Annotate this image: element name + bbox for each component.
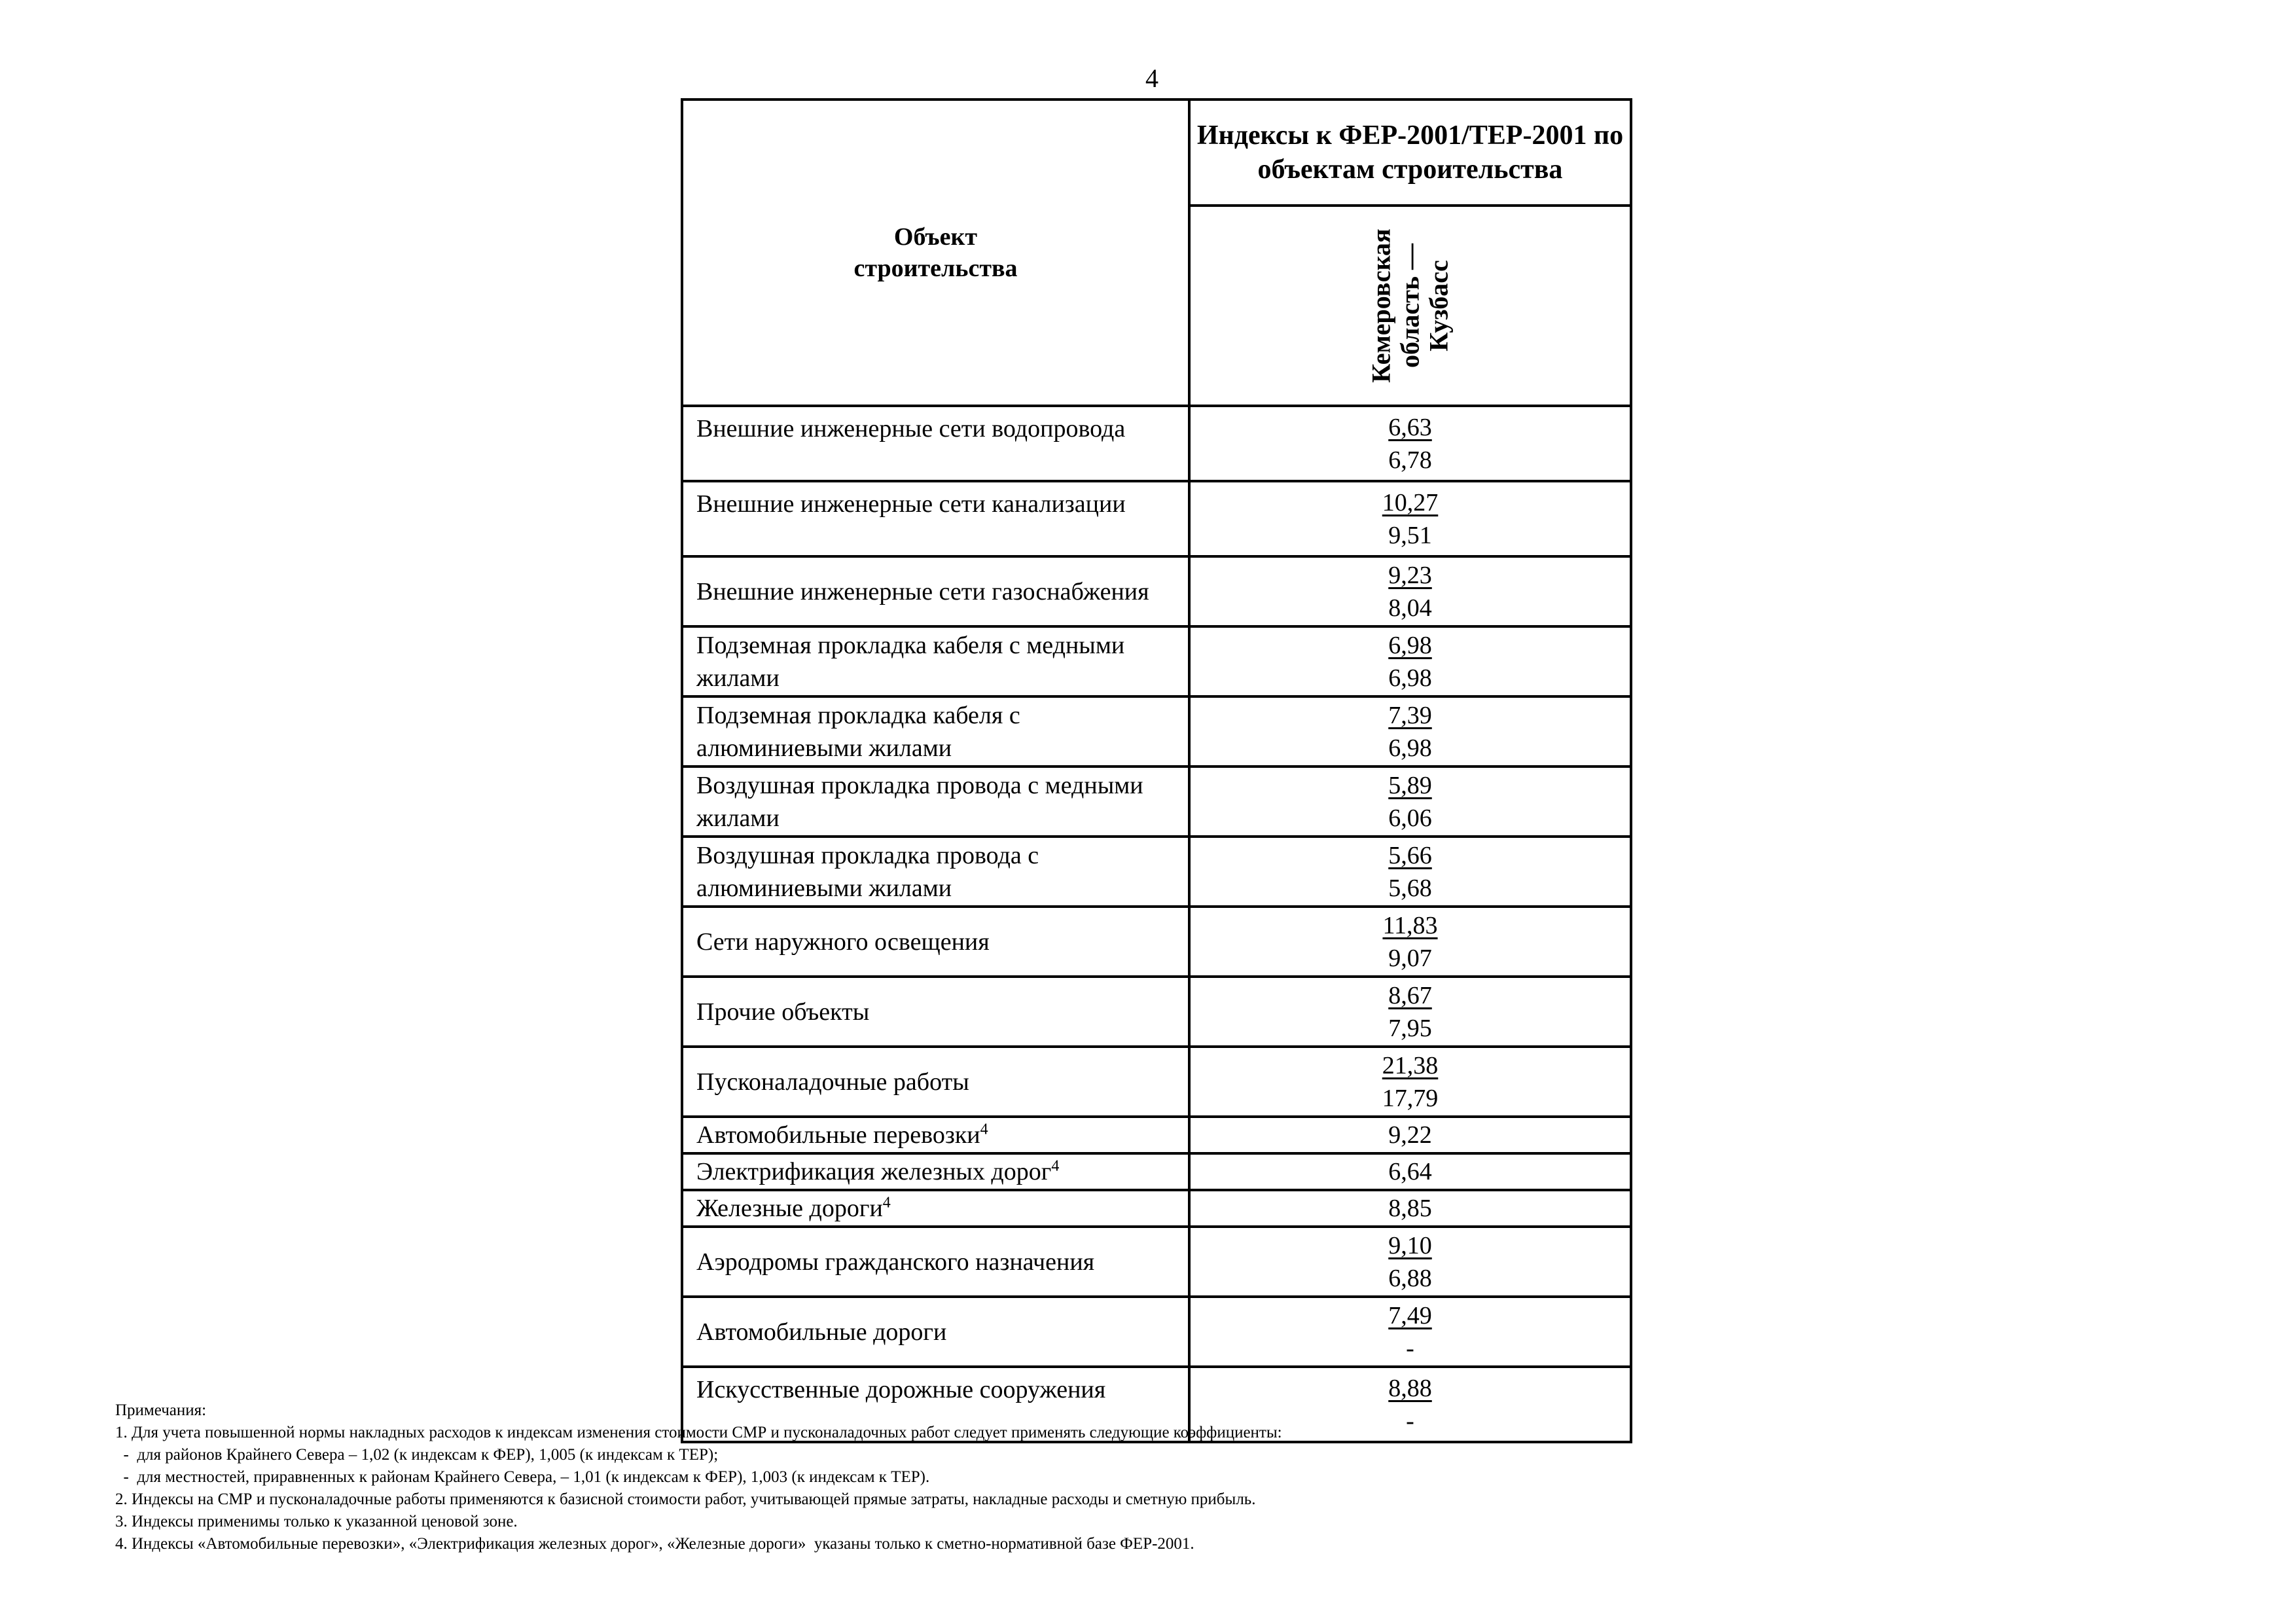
row-name: Автомобильные дороги [682,1297,1189,1367]
row-values [1189,767,1631,837]
value-denominator: 6,06 [1388,804,1432,832]
footnote-marker: 4 [1051,1157,1060,1175]
value-denominator: 5,68 [1388,874,1432,902]
value-denominator: 9,07 [1388,944,1432,972]
table-row [682,1190,1631,1227]
row-name: Прочие объекты [682,977,1189,1047]
row-name: Пусконаладочные работы [682,1047,1189,1117]
row-name [682,1153,1189,1190]
header-region [1189,206,1631,406]
row-name-text: Электрификация железных дорог [696,1158,1052,1185]
table-row [682,977,1631,1047]
table-row [682,481,1631,556]
row-name: Подземная прокладка кабеля с алюминиевыми жилами [682,696,1189,767]
footnote-marker: 4 [980,1121,988,1138]
row-values [1189,977,1631,1047]
row-name [682,1117,1189,1153]
page-number: 4 [1145,63,1158,93]
value-numerator: 21,38 [1382,1051,1439,1079]
value-denominator: 6,78 [1388,446,1432,474]
header-index-label: Индексы к ФЕР-2001/ТЕР-2001 по объектам строительства [1196,120,1624,185]
row-name: Внешние инженерные сети газоснабжения [682,556,1189,626]
table-row [682,767,1631,837]
row-value: 8,85 [1189,1190,1631,1227]
row-value: 6,64 [1189,1153,1631,1190]
notes-section [115,1399,2210,1555]
row-name: Искусственные дорожные сооружения [682,1367,1189,1442]
note-line: 3. Индексы применимы только к указанной ценовой зоне. [115,1513,518,1530]
table-row [682,1227,1631,1297]
notes-title: Примечания: [115,1401,207,1419]
value-denominator: 6,98 [1388,664,1432,692]
row-name: Воздушная прокладка провода с медными жилами [682,767,1189,837]
value-denominator: 7,95 [1388,1014,1432,1042]
value-denominator: 6,88 [1388,1264,1432,1292]
value-numerator: 8,67 [1388,981,1432,1009]
value-numerator: 9,10 [1388,1231,1432,1259]
row-name-text: Автомобильные перевозки [696,1121,980,1149]
row-value: 9,22 [1189,1117,1631,1153]
table-row [682,1047,1631,1117]
table-row [682,1297,1631,1367]
header-index [1189,99,1631,206]
value-numerator: 5,89 [1388,771,1432,799]
value-numerator: 5,66 [1388,841,1432,869]
table-row [682,837,1631,907]
construction-index-table [681,98,1632,1443]
table-row [682,626,1631,696]
table-row [682,406,1631,481]
value-numerator: 7,49 [1388,1301,1432,1329]
row-name: Внешние инженерные сети водопровода [682,406,1189,481]
row-values [1189,556,1631,626]
table-row [682,907,1631,977]
header-object-label: Объект строительства [853,223,1018,282]
table-row [682,696,1631,767]
value-numerator: 11,83 [1382,911,1438,939]
row-values [1189,481,1631,556]
row-name: Сети наружного освещения [682,907,1189,977]
row-values [1189,406,1631,481]
value-numerator: 8,88 [1388,1374,1432,1402]
note-line: 2. Индексы на СМР и пусконаладочные работы применяются к базисной стоимости работ, учитывающей прямые затраты, накладные расходы и сметную прибыль. [115,1490,1256,1508]
row-values [1189,626,1631,696]
row-values [1189,907,1631,977]
value-denominator: 6,98 [1388,734,1432,762]
row-values [1189,1047,1631,1117]
value-denominator: 8,04 [1388,594,1432,622]
row-values [1189,837,1631,907]
row-name [682,1190,1189,1227]
value-numerator: 6,98 [1388,631,1432,659]
footnote-marker: 4 [882,1194,891,1212]
row-values [1189,696,1631,767]
row-name: Воздушная прокладка провода с алюминиевыми жилами [682,837,1189,907]
row-values [1189,1227,1631,1297]
row-values [1189,1297,1631,1367]
value-denominator: - [1406,1334,1414,1362]
value-denominator: 9,51 [1388,521,1432,549]
note-line: 1. Для учета повышенной нормы накладных расходов к индексам изменения стоимости СМР и пусконаладочных работ следует применять следующие коэффициенты: [115,1424,1282,1441]
row-name: Внешние инженерные сети канализации [682,481,1189,556]
value-denominator: 17,79 [1382,1084,1439,1112]
header-object [682,99,1189,406]
value-numerator: 10,27 [1382,488,1439,516]
note-line: - для местностей, приравненных к районам Крайнего Севера, – 1,01 (к индексам к ФЕР), 1,003 (к индексам к ТЕР). [115,1468,930,1486]
header-region-label: Кемеровская область — Кузбасс [1366,228,1454,383]
table-row [682,556,1631,626]
row-name-text: Железные дороги [696,1195,883,1222]
note-line: - для районов Крайнего Севера – 1,02 (к индексам к ФЕР), 1,005 (к индексам к ТЕР); [115,1446,719,1464]
value-numerator: 9,23 [1388,561,1432,589]
value-numerator: 6,63 [1388,413,1432,441]
row-name: Подземная прокладка кабеля с медными жилами [682,626,1189,696]
value-numerator: 7,39 [1388,701,1432,729]
note-line: 4. Индексы «Автомобильные перевозки», «Электрификация железных дорог», «Железные дороги» указаны только к сметно-нормативной базе ФЕР-2001. [115,1535,1194,1553]
value-denominator: - [1406,1407,1414,1435]
row-name: Аэродромы гражданского назначения [682,1227,1189,1297]
table-row [682,1153,1631,1190]
table-row [682,1117,1631,1153]
